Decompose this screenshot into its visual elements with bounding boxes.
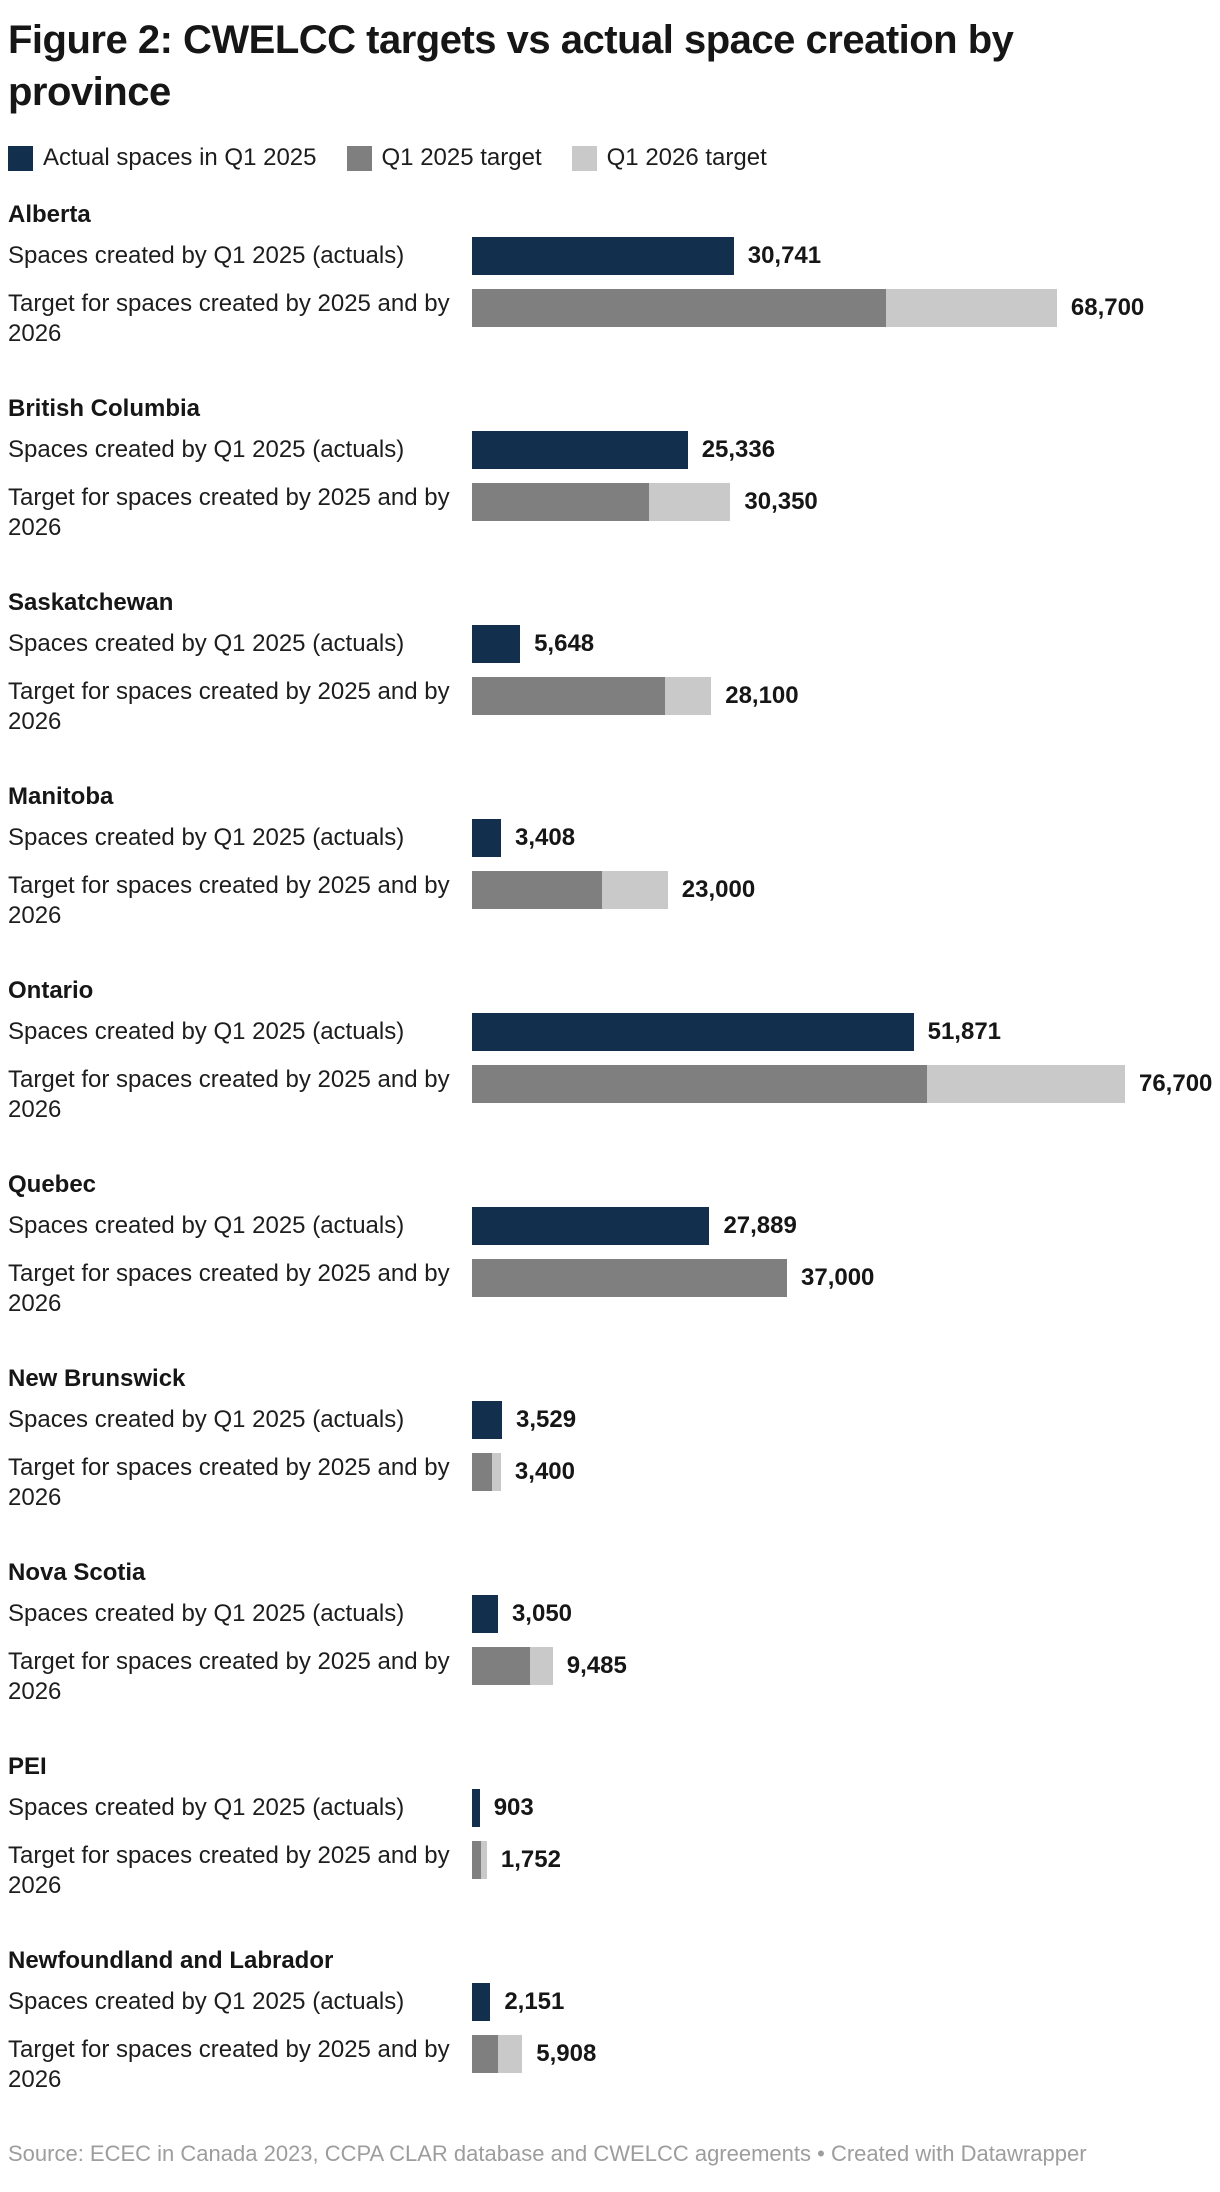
- province-name: Quebec: [8, 1171, 97, 1198]
- target-row-label: Target for spaces created by 2025 and by 2026: [8, 1066, 450, 1123]
- actual-value-label: 5,648: [534, 630, 595, 657]
- actual-bar: [472, 1207, 709, 1245]
- actual-bar: [472, 237, 734, 275]
- legend-item-q1-2025-target: [347, 144, 542, 172]
- province-name: Ontario: [8, 977, 94, 1004]
- actual-bar: [472, 1013, 914, 1051]
- actual-bar-area: [472, 1401, 1212, 1439]
- target-bar-area: [472, 1259, 1212, 1297]
- target-bar-stack: [472, 1065, 1125, 1103]
- actual-row: [8, 431, 1212, 469]
- actual-row: [8, 1983, 1212, 2021]
- actual-bar-area: [472, 1013, 1212, 1051]
- target-bar-stack: [472, 1259, 787, 1297]
- target-q1-2025-segment: [472, 483, 649, 521]
- target-row: [8, 289, 1212, 351]
- target-row-label: Target for spaces created by 2025 and by 2026: [8, 1454, 450, 1511]
- target-row: [8, 1841, 1212, 1903]
- province-name: Alberta: [8, 201, 91, 228]
- target-value-label: 23,000: [681, 876, 756, 903]
- target-q1-2025-segment: [472, 1259, 787, 1297]
- actual-bar: [472, 1789, 480, 1827]
- legend: [8, 144, 1212, 172]
- provinces: [8, 200, 1212, 2097]
- target-bar-area: [472, 1647, 1212, 1685]
- target-q1-2025-segment: [472, 1065, 927, 1103]
- footer-separator: •: [811, 2141, 831, 2166]
- actual-row: [8, 237, 1212, 275]
- province-name: British Columbia: [8, 395, 201, 422]
- target-q1-2025-segment: [472, 1453, 492, 1491]
- province-name: Manitoba: [8, 783, 114, 810]
- actual-value-label: 51,871: [927, 1018, 1002, 1045]
- actual-bar: [472, 625, 520, 663]
- actual-bar-area: [472, 1983, 1212, 2021]
- target-q1-2025-segment: [472, 871, 602, 909]
- target-row-label: Target for spaces created by 2025 and by 2026: [8, 1260, 450, 1317]
- actual-bar-area: [472, 625, 1212, 663]
- actual-bar: [472, 1983, 490, 2021]
- target-value-label: 9,485: [566, 1652, 627, 1679]
- target-row: [8, 871, 1212, 933]
- actual-bar-area: [472, 1789, 1212, 1827]
- province-name: Newfoundland and Labrador: [8, 1947, 334, 1974]
- target-value-label: 28,100: [725, 682, 799, 709]
- actual-row-label: Spaces created by Q1 2025 (actuals): [8, 1406, 405, 1433]
- target-row: [8, 1453, 1212, 1515]
- legend-swatch-actual-icon: [8, 146, 33, 171]
- province-block: [8, 782, 1212, 933]
- target-row-label: Target for spaces created by 2025 and by 2026: [8, 1648, 450, 1705]
- actual-bar: [472, 431, 688, 469]
- actual-row: [8, 1013, 1212, 1051]
- target-q1-2026-segment: [498, 2035, 523, 2073]
- target-q1-2025-segment: [472, 1647, 530, 1685]
- actual-value-label: 903: [493, 1794, 534, 1821]
- target-q1-2026-segment: [927, 1065, 1125, 1103]
- actual-value-label: 3,050: [511, 1600, 573, 1627]
- target-bar-area: [472, 677, 1212, 715]
- target-q1-2026-segment: [492, 1453, 501, 1491]
- actual-value-label: 3,529: [516, 1406, 577, 1433]
- target-value-label: 5,908: [536, 2040, 597, 2067]
- actual-row-label: Spaces created by Q1 2025 (actuals): [8, 824, 405, 851]
- target-q1-2025-segment: [472, 289, 886, 327]
- province-block: [8, 200, 1212, 351]
- target-value-label: 3,400: [514, 1458, 575, 1485]
- actual-row: [8, 1207, 1212, 1245]
- target-bar-stack: [472, 677, 711, 715]
- target-value-label: 76,700: [1138, 1070, 1213, 1097]
- target-bar-stack: [472, 289, 1057, 327]
- province-name: Saskatchewan: [8, 589, 174, 616]
- province-name: New Brunswick: [8, 1365, 186, 1392]
- legend-label-q1-2026-target: Q1 2026 target: [606, 144, 767, 171]
- actual-row: [8, 819, 1212, 857]
- province-block: [8, 1364, 1212, 1515]
- target-bar-area: [472, 483, 1212, 521]
- target-q1-2026-segment: [602, 871, 668, 909]
- target-q1-2025-segment: [472, 677, 665, 715]
- target-q1-2025-segment: [472, 2035, 498, 2073]
- actual-row-label: Spaces created by Q1 2025 (actuals): [8, 630, 405, 657]
- target-value-label: 68,700: [1070, 294, 1145, 321]
- actual-row-label: Spaces created by Q1 2025 (actuals): [8, 436, 405, 463]
- target-bar-stack: [472, 1841, 487, 1879]
- target-bar-stack: [472, 1647, 553, 1685]
- actual-row: [8, 1401, 1212, 1439]
- target-value-label: 37,000: [801, 1264, 875, 1291]
- actual-row: [8, 1595, 1212, 1633]
- footer: [8, 2140, 1212, 2188]
- target-q1-2026-segment: [481, 1841, 487, 1879]
- actual-value-label: 2,151: [504, 1988, 565, 2015]
- target-bar-area: [472, 289, 1212, 327]
- target-row: [8, 677, 1212, 739]
- footer-source: Source: ECEC in Canada 2023, CCPA CLAR database and CWELCC agreements: [8, 2141, 812, 2166]
- chart-title: Figure 2: CWELCC targets vs actual space creation by province: [8, 18, 1014, 114]
- target-value-label: 30,350: [744, 488, 818, 515]
- actual-value-label: 27,889: [723, 1212, 797, 1239]
- actual-bar-area: [472, 431, 1212, 469]
- actual-bar: [472, 1595, 498, 1633]
- legend-label-actual: Actual spaces in Q1 2025: [43, 144, 317, 171]
- actual-row: [8, 625, 1212, 663]
- target-bar-stack: [472, 1453, 501, 1491]
- actual-row-label: Spaces created by Q1 2025 (actuals): [8, 1018, 405, 1045]
- target-row: [8, 2035, 1212, 2097]
- actual-row-label: Spaces created by Q1 2025 (actuals): [8, 1988, 405, 2015]
- province-block: [8, 1558, 1212, 1709]
- target-row: [8, 1259, 1212, 1321]
- province-name: Nova Scotia: [8, 1559, 146, 1586]
- target-bar-area: [472, 1065, 1212, 1103]
- actual-bar-area: [472, 1207, 1212, 1245]
- legend-item-q1-2026-target: [572, 144, 767, 172]
- target-value-label: 1,752: [500, 1846, 561, 1873]
- target-q1-2026-segment: [530, 1647, 553, 1685]
- legend-swatch-q1-2026-target-icon: [572, 146, 597, 171]
- actual-value-label: 3,408: [515, 824, 576, 851]
- province-block: [8, 394, 1212, 545]
- target-bar-stack: [472, 2035, 522, 2073]
- actual-row-label: Spaces created by Q1 2025 (actuals): [8, 1600, 405, 1627]
- province-block: [8, 1170, 1212, 1321]
- actual-row-label: Spaces created by Q1 2025 (actuals): [8, 1212, 405, 1239]
- province-name: PEI: [8, 1753, 47, 1780]
- actual-row-label: Spaces created by Q1 2025 (actuals): [8, 242, 405, 269]
- legend-item-actual: [8, 144, 317, 172]
- province-block: [8, 1752, 1212, 1903]
- target-row-label: Target for spaces created by 2025 and by 2026: [8, 290, 450, 347]
- target-bar-stack: [472, 871, 668, 909]
- province-block: [8, 1946, 1212, 2097]
- target-bar-area: [472, 2035, 1212, 2073]
- actual-bar-area: [472, 819, 1212, 857]
- actual-bar: [472, 819, 501, 857]
- legend-label-q1-2025-target: Q1 2025 target: [381, 144, 542, 171]
- province-block: [8, 976, 1212, 1127]
- target-q1-2025-segment: [472, 1841, 481, 1879]
- actual-value-label: 30,741: [747, 242, 822, 269]
- target-row-label: Target for spaces created by 2025 and by 2026: [8, 872, 450, 929]
- target-q1-2026-segment: [649, 483, 731, 521]
- target-row: [8, 1065, 1212, 1127]
- actual-row: [8, 1789, 1212, 1827]
- target-row-label: Target for spaces created by 2025 and by 2026: [8, 484, 450, 541]
- target-row-label: Target for spaces created by 2025 and by 2026: [8, 678, 450, 735]
- actual-value-label: 25,336: [701, 436, 776, 463]
- target-bar-stack: [472, 483, 730, 521]
- target-row-label: Target for spaces created by 2025 and by 2026: [8, 1842, 450, 1899]
- actual-bar-area: [472, 237, 1212, 275]
- legend-swatch-q1-2025-target-icon: [347, 146, 372, 171]
- actual-bar-area: [472, 1595, 1212, 1633]
- target-q1-2026-segment: [665, 677, 711, 715]
- target-row-label: Target for spaces created by 2025 and by 2026: [8, 2036, 450, 2093]
- footer-credit-link[interactable]: Created with Datawrapper: [830, 2141, 1087, 2166]
- target-row: [8, 1647, 1212, 1709]
- actual-bar: [472, 1401, 502, 1439]
- target-bar-area: [472, 1453, 1212, 1491]
- actual-row-label: Spaces created by Q1 2025 (actuals): [8, 1794, 405, 1821]
- target-bar-area: [472, 871, 1212, 909]
- province-block: [8, 588, 1212, 739]
- target-bar-area: [472, 1841, 1212, 1879]
- target-row: [8, 483, 1212, 545]
- target-q1-2026-segment: [886, 289, 1057, 327]
